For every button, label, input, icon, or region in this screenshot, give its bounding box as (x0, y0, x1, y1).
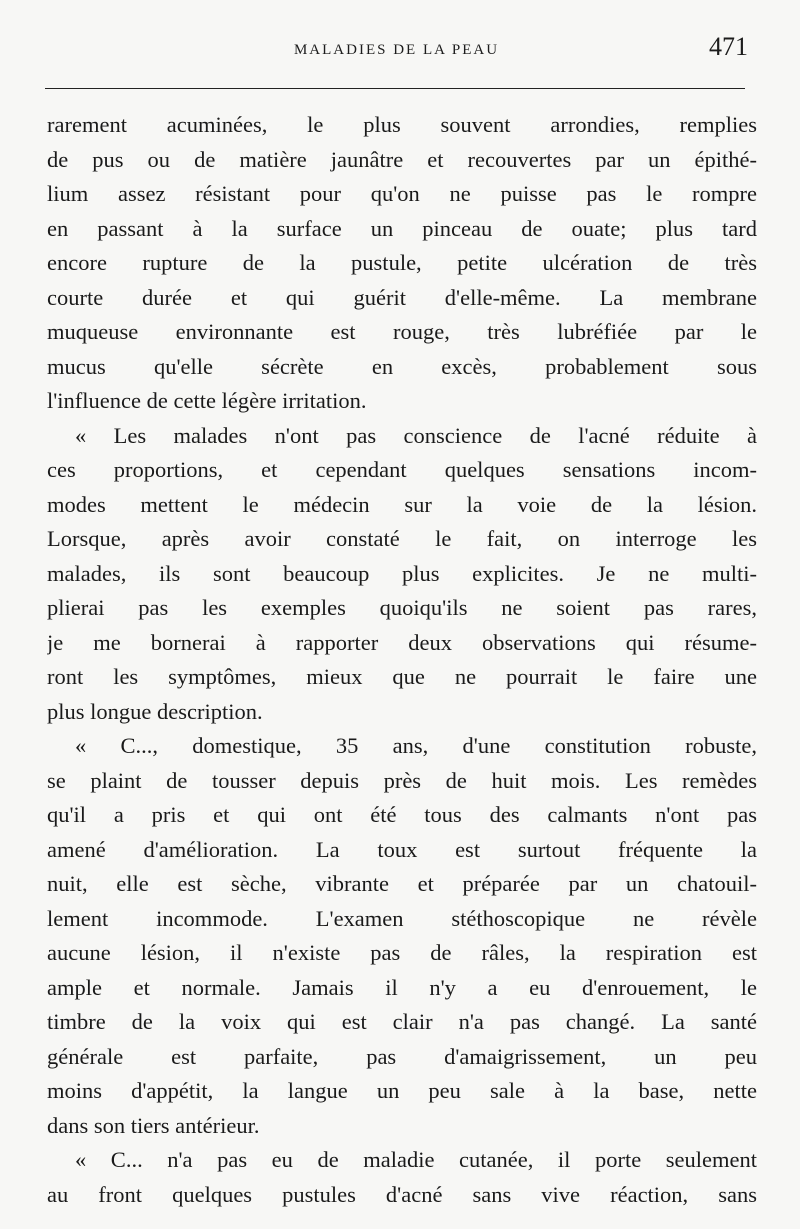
page-number: 471 (709, 32, 748, 61)
text-line: nuit, elle est sèche, vibrante et préparée par un chatouil- (47, 871, 757, 896)
text-line: je me bornerai à rapporter deux observations qui résume- (47, 629, 757, 655)
text-line: l'influence de cette légère irritation. (47, 388, 367, 413)
text-line: qu'il a pris et qui ont été tous des calmants n'ont pas (47, 802, 757, 827)
text-line: « C..., domestique, 35 ans, d'une constitution robuste, (75, 733, 757, 758)
text-line: « Les malades n'ont pas conscience de l'acné réduite à (75, 422, 757, 448)
text-line: ront les symptômes, mieux que ne pourrait le faire une (47, 664, 757, 689)
text-line: « C... n'a pas eu de maladie cutanée, il porte seulement (75, 1147, 757, 1172)
text-line: de pus ou de matière jaunâtre et recouvertes par un épithé- (47, 146, 757, 172)
text-line: au front quelques pustules d'acné sans vive réaction, sans (47, 1181, 757, 1207)
text-line: courte durée et qui guérit d'elle-même. La membrane (47, 284, 757, 310)
text-line: modes mettent le médecin sur la voie de la lésion. (47, 491, 757, 517)
text-line: muqueuse environnante est rouge, très lubréfiée par le (47, 319, 757, 344)
text-line: rarement acuminées, le plus souvent arrondies, remplies (47, 112, 757, 137)
text-line: Lorsque, après avoir constaté le fait, on interroge les (47, 526, 757, 551)
text-line: mucus qu'elle sécrète en excès, probablement sous (47, 353, 757, 379)
text-line: encore rupture de la pustule, petite ulcération de très (47, 250, 757, 275)
text-line: moins d'appétit, la langue un peu sale à la base, nette (47, 1078, 757, 1103)
header-rule (45, 88, 745, 89)
text-line: lium assez résistant pour qu'on ne puisse pas le rompre (47, 181, 757, 206)
text-line: générale est parfaite, pas d'amaigrissement, un peu (47, 1043, 757, 1069)
text-line: dans son tiers antérieur. (47, 1112, 260, 1138)
text-line: plierai pas les exemples quoiqu'ils ne soient pas rares, (47, 595, 757, 620)
text-line: timbre de la voix qui est clair n'a pas changé. La santé (47, 1009, 757, 1034)
text-line: amené d'amélioration. La toux est surtout fréquente la (47, 836, 757, 862)
running-title: MALADIES DE LA PEAU (293, 42, 500, 58)
body-text (47, 108, 757, 1212)
text-line: ces proportions, et cependant quelques sensations incom- (47, 457, 757, 482)
text-line: ample et normale. Jamais il n'y a eu d'enrouement, le (47, 974, 757, 1000)
text-line: plus longue description. (47, 698, 263, 724)
text-line: en passant à la surface un pinceau de ouate; plus tard (47, 215, 757, 241)
text-line: aucune lésion, il n'existe pas de râles, la respiration est (47, 940, 757, 965)
text-line: se plaint de tousser depuis près de huit mois. Les remèdes (47, 767, 757, 793)
text-line: malades, ils sont beaucoup plus explicites. Je ne multi- (47, 560, 757, 586)
text-line: lement incommode. L'examen stéthoscopique ne révèle (47, 905, 757, 931)
running-head (45, 30, 748, 70)
